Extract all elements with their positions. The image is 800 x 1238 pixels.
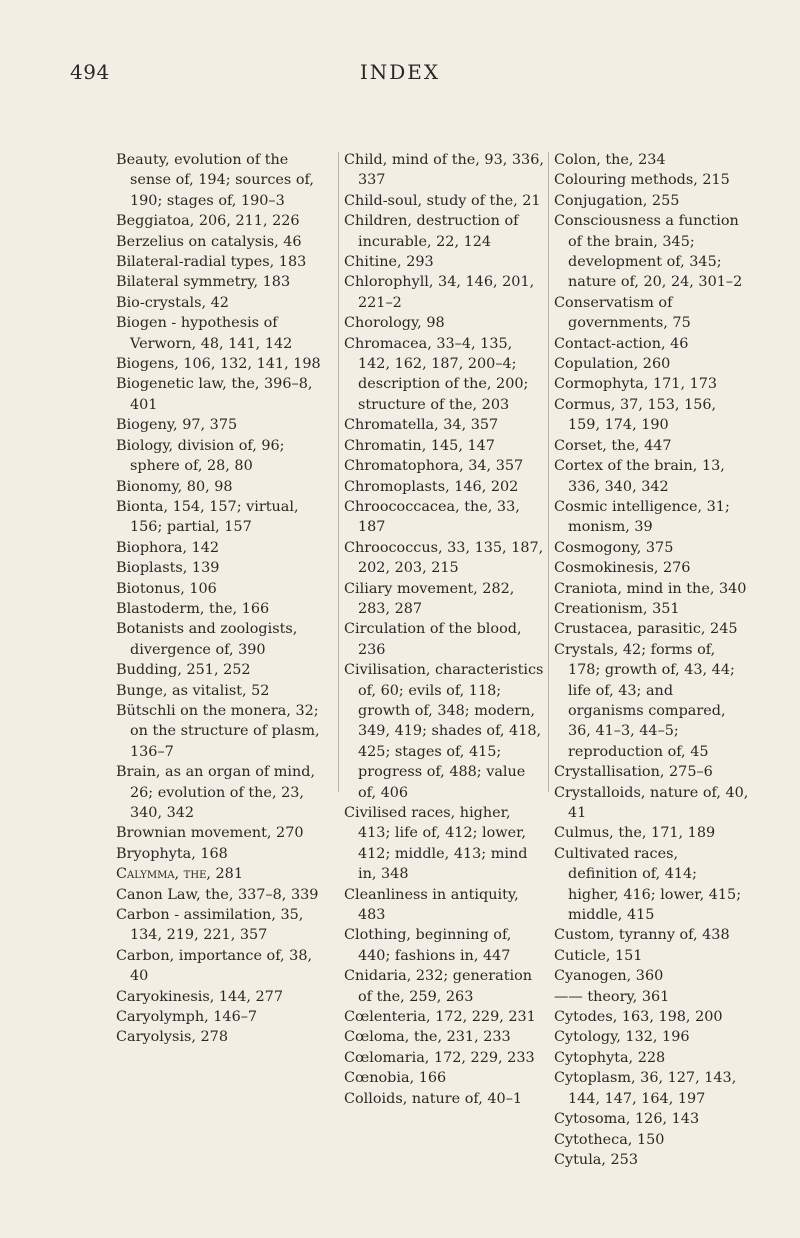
index-entry: Botanists and zoologists, divergence of, 390 xyxy=(116,621,298,658)
index-entry: Children, destruction of incurable, 22, 124 xyxy=(344,213,519,250)
index-entry: Bioplasts, 139 xyxy=(116,560,220,577)
column-divider xyxy=(338,152,339,792)
column-divider xyxy=(548,152,549,792)
index-entry: Canon Law, the, 337–8, 339 xyxy=(116,886,319,903)
index-entry: Crustacea, parasitic, 245 xyxy=(554,621,738,638)
index-entry: Chroococcacea, the, 33, 187 xyxy=(344,498,520,536)
index-entry: Bunge, as vitalist, 52 xyxy=(116,682,270,699)
index-entry: Crystals, 42; forms of, 178; growth of, 43, 44; life of, 43; and organisms compared, 36, 41–3, 44–5; reproduction of, 45 xyxy=(554,641,735,760)
index-entry: Cortex of the brain, 13, 336, 340, 342 xyxy=(554,458,725,495)
index-column-1 xyxy=(116,150,332,1048)
index-entry: Bionta, 154, 157; virtual, 156; partial, 157 xyxy=(116,498,299,536)
index-column-3 xyxy=(554,150,750,1170)
index-entry: Chromoplasts, 146, 202 xyxy=(344,478,519,495)
index-entry: Creationism, 351 xyxy=(554,600,680,617)
index-entry: Cosmokinesis, 276 xyxy=(554,560,691,577)
index-entry: Biogenetic law, the, 396–8, 401 xyxy=(116,376,313,413)
index-entry: Corset, the, 447 xyxy=(554,437,672,454)
index-entry: Biogeny, 97, 375 xyxy=(116,417,238,434)
index-entry: Cytophyta, 228 xyxy=(554,1049,666,1066)
index-entry: Cytoplasm, 36, 127, 143, 144, 147, 164, 197 xyxy=(554,1070,737,1107)
index-entry: Cytula, 253 xyxy=(554,1151,638,1168)
index-entry: Cormophyta, 171, 173 xyxy=(554,376,718,393)
index-entry: Chromatella, 34, 357 xyxy=(344,417,499,434)
index-entry: Contact-action, 46 xyxy=(554,335,689,352)
index-entry: Bütschli on the monera, 32; on the structure of plasm, 136–7 xyxy=(116,702,320,760)
index-entry: Child, mind of the, 93, 336, 337 xyxy=(344,152,544,189)
index-entry: Colloids, nature of, 40–1 xyxy=(344,1090,523,1107)
page-title: INDEX xyxy=(359,60,441,84)
index-entry: Berzelius on catalysis, 46 xyxy=(116,233,302,250)
index-entry: Bionomy, 80, 98 xyxy=(116,478,233,495)
index-entry: Cœloma, the, 231, 233 xyxy=(344,1029,511,1046)
index-entry: Bilateral-radial types, 183 xyxy=(116,254,307,271)
index-entry: Chromatin, 145, 147 xyxy=(344,437,495,454)
index-entry: Chitine, 293 xyxy=(344,254,434,271)
index-entry: Chroococcus, 33, 135, 187, 202, 203, 215 xyxy=(344,539,544,577)
index-entry: Custom, tyranny of, 438 xyxy=(554,927,730,944)
index-entry: Calymma, the, 281 xyxy=(116,866,243,883)
index-entry: Crystalloids, nature of, 40, 41 xyxy=(554,784,749,821)
index-entry: Cultivated races, definition of, 414; higher, 416; lower, 415; middle, 415 xyxy=(554,845,742,924)
index-entry: Cuticle, 151 xyxy=(554,947,643,964)
index-entry: Colouring methods, 215 xyxy=(554,172,730,189)
index-entry: Cœlomaria, 172, 229, 233 xyxy=(344,1049,535,1066)
index-entry: Consciousness a function of the brain, 345; development of, 345; nature of, 20, 24, 301–2 xyxy=(554,213,743,291)
index-entry: Clothing, beginning of, 440; fashions in, 447 xyxy=(344,927,512,964)
index-entry: Cœlenteria, 172, 229, 231 xyxy=(344,1009,536,1026)
index-entry: Cleanliness in antiquity, 483 xyxy=(344,886,519,924)
index-entry: Civilised races, higher, 413; life of, 412; lower, 412; middle, 413; mind in, 348 xyxy=(344,805,528,883)
index-entry: Bio-crystals, 42 xyxy=(116,294,229,311)
index-entry: Conservatism of governments, 75 xyxy=(554,294,691,332)
index-entry: Civilisation, characteristics of, 60; evils of, 118; growth of, 348; modern, 349, 419; shades of, 418, 425; stages of, 415; progress of, 488; value of, 406 xyxy=(344,662,544,801)
index-entry: Biogens, 106, 132, 141, 198 xyxy=(116,356,321,373)
index-entry: Caryokinesis, 144, 277 xyxy=(116,988,283,1005)
index-entry: Cytology, 132, 196 xyxy=(554,1029,690,1046)
index-entry: Colon, the, 234 xyxy=(554,152,666,168)
index-entry: Bryophyta, 168 xyxy=(116,845,228,862)
index-entry: Chromacea, 33–4, 135, 142, 162, 187, 200–4; description of the, 200; structure of the, 203 xyxy=(344,335,529,413)
index-entry: Blastoderm, the, 166 xyxy=(116,600,270,617)
index-entry: Biology, division of, 96; sphere of, 28, 80 xyxy=(116,437,285,475)
index-entry: Cyanogen, 360 xyxy=(554,968,664,985)
index-entry: Copulation, 260 xyxy=(554,356,671,373)
index-entry: Circulation of the blood, 236 xyxy=(344,621,522,658)
index-entry: Biotonus, 106 xyxy=(116,580,217,597)
index-entry: Biophora, 142 xyxy=(116,539,220,556)
index-entry: Cormus, 37, 153, 156, 159, 174, 190 xyxy=(554,396,717,434)
index-entry: Bilateral symmetry, 183 xyxy=(116,274,291,291)
index-entry: Crystallisation, 275–6 xyxy=(554,764,713,781)
index-entry: Child-soul, study of the, 21 xyxy=(344,192,541,209)
index-entry: Craniota, mind in the, 340 xyxy=(554,580,747,597)
index-entry: Biogen - hypothesis of Verworn, 48, 141, 142 xyxy=(116,315,293,352)
index-entry: Brain, as an organ of mind, 26; evolution of the, 23, 340, 342 xyxy=(116,764,316,821)
page-number: 494 xyxy=(70,60,110,84)
index-entry: Cytotheca, 150 xyxy=(554,1131,665,1148)
index-entry: Brownian movement, 270 xyxy=(116,825,304,842)
index-entry: —— theory, 361 xyxy=(554,988,670,1005)
index-entry: Caryolymph, 146–7 xyxy=(116,1009,258,1026)
index-entry: Cœnobia, 166 xyxy=(344,1070,447,1087)
index-entry: Cosmogony, 375 xyxy=(554,539,674,556)
index-entry: Chlorophyll, 34, 146, 201, 221–2 xyxy=(344,274,535,311)
index-entry: Cytodes, 163, 198, 200 xyxy=(554,1009,723,1026)
index-entry: Beauty, evolution of the sense of, 194; sources of, 190; stages of, 190–3 xyxy=(116,152,314,209)
index-entry: Caryolysis, 278 xyxy=(116,1029,228,1046)
index-entry: Chromatophora, 34, 357 xyxy=(344,458,524,475)
index-column-2 xyxy=(344,150,544,1109)
index-entry: Budding, 251, 252 xyxy=(116,662,251,679)
index-entry: Chorology, 98 xyxy=(344,315,445,332)
index-entry: Beggiatoa, 206, 211, 226 xyxy=(116,213,300,230)
index-entry: Conjugation, 255 xyxy=(554,192,680,209)
index-entry: Carbon - assimilation, 35, 134, 219, 221, 357 xyxy=(116,907,304,944)
index-entry: Cosmic intelligence, 31; monism, 39 xyxy=(554,498,730,536)
index-entry: Carbon, importance of, 38, 40 xyxy=(116,947,313,985)
index-entry: Cytosoma, 126, 143 xyxy=(554,1111,700,1128)
index-entry: Ciliary movement, 282, 283, 287 xyxy=(344,580,515,617)
index-entry: Cnidaria, 232; generation of the, 259, 263 xyxy=(344,968,533,1005)
index-entry: Culmus, the, 171, 189 xyxy=(554,825,716,842)
